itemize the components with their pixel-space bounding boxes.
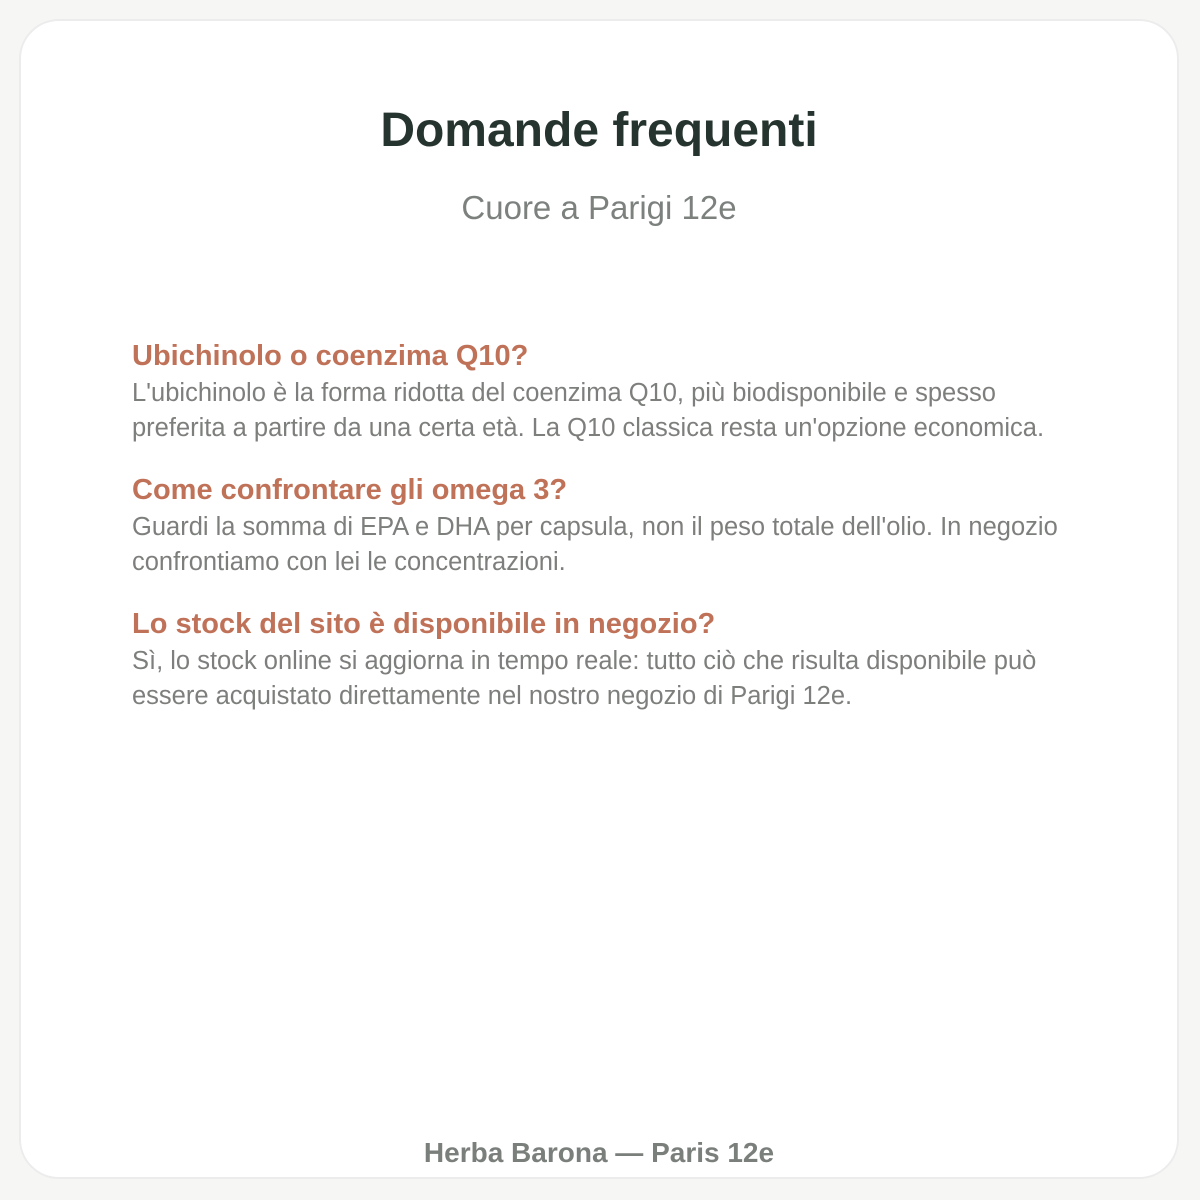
page-subtitle: Cuore a Parigi 12e [461, 189, 737, 226]
footer-brand: Herba Barona — Paris 12e [423, 1137, 775, 1168]
faq-question: Ubichinolo o coenzima Q10? [132, 340, 529, 372]
faq-question: Come confrontare gli omega 3? [132, 474, 568, 506]
faq-item [132, 472, 1092, 580]
faq-item [132, 606, 1092, 714]
page-title: Domande frequenti [380, 104, 818, 157]
faq-item [132, 338, 1092, 446]
faq-answer: Guardi la somma di EPA e DHA per capsula, non il peso totale dell'olio. In negozio confrontiamo con lei le concentrazioni. [132, 513, 1058, 576]
faq-answer: L'ubichinolo è la forma ridotta del coenzima Q10, più biodisponibile e spesso preferita a partire da una certa età. La Q10 classica resta un'opzione economica. [132, 379, 1045, 442]
faq-question: Lo stock del sito è disponibile in negozio? [132, 608, 716, 640]
faq-answer: Sì, lo stock online si aggiorna in tempo reale: tutto ciò che risulta disponibile può essere acquistato direttamente nel nostro negozio di Parigi 12e. [132, 647, 1037, 710]
faq-list [132, 338, 1092, 740]
faq-card [19, 19, 1179, 1179]
